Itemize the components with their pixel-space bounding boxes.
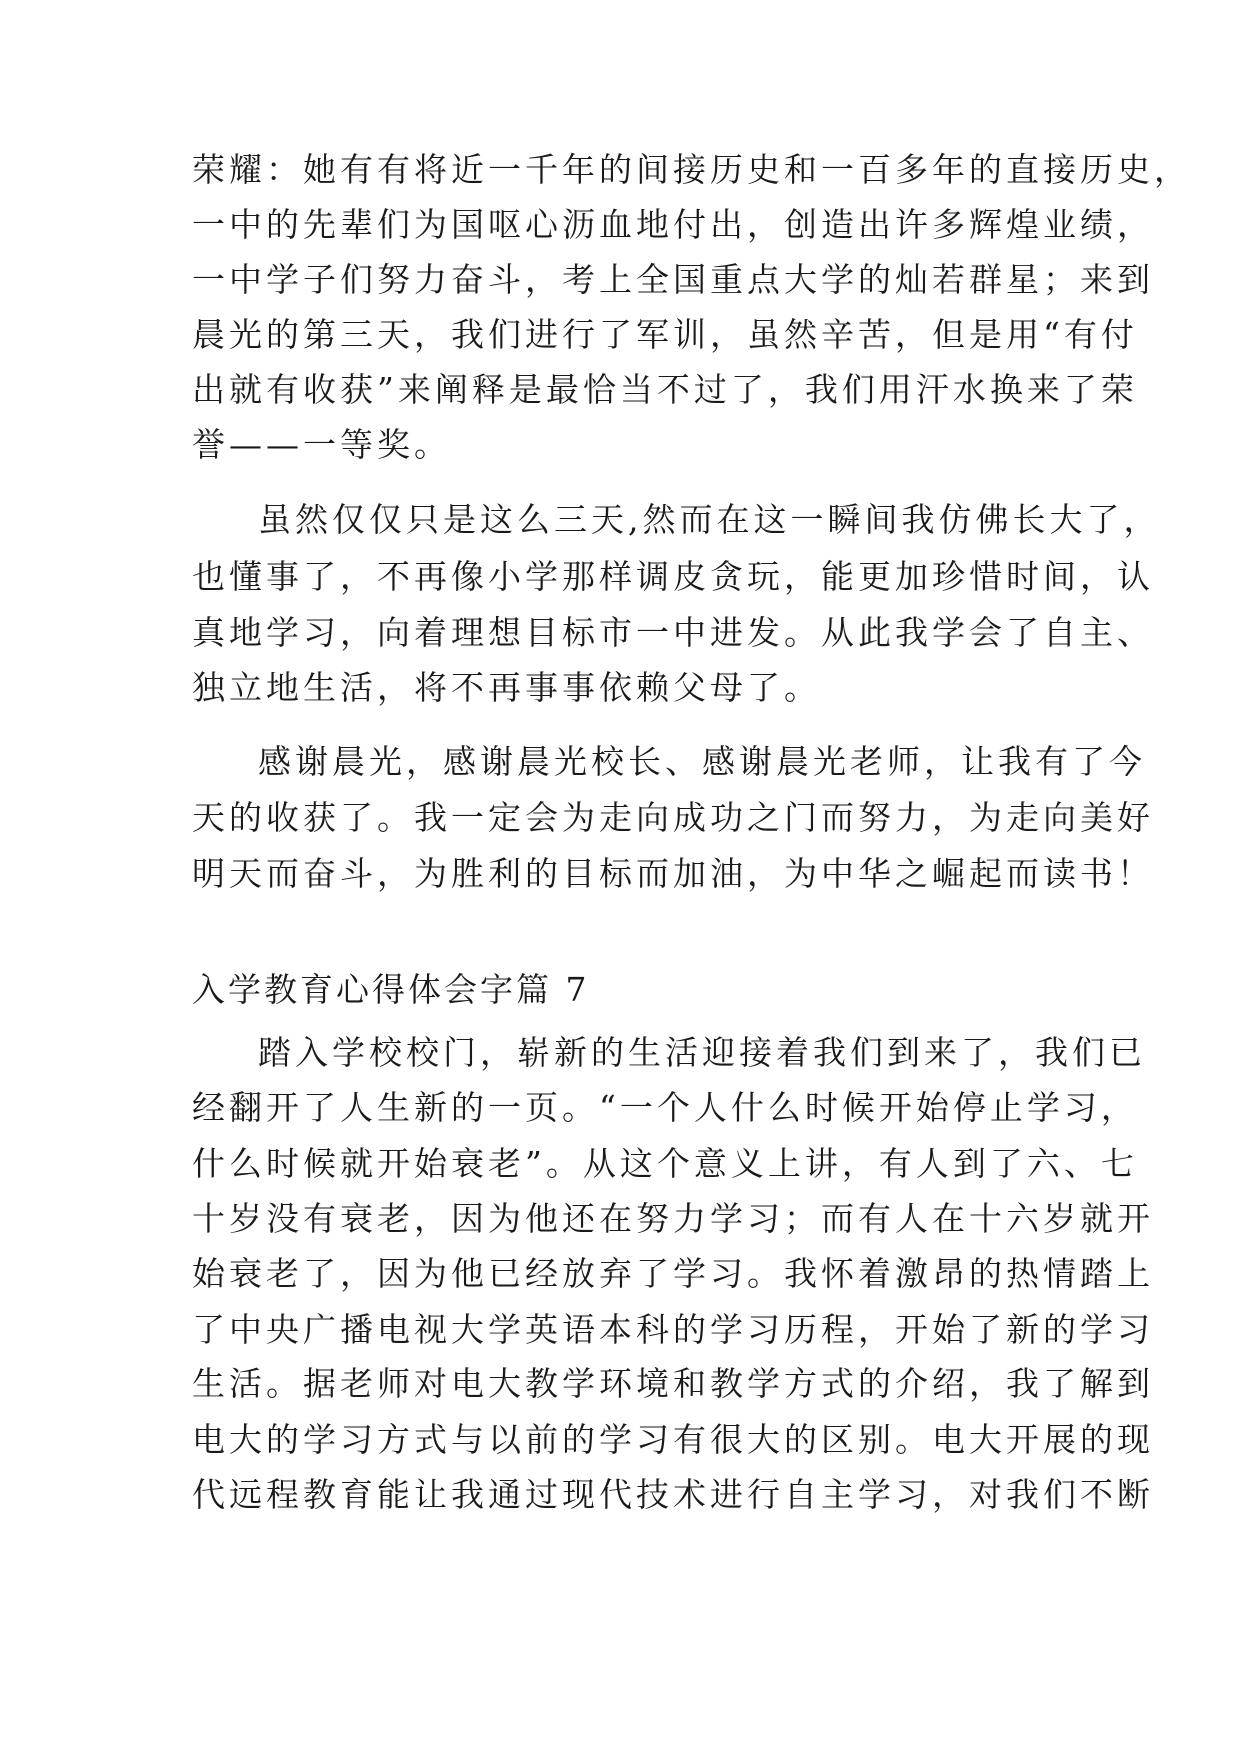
text-line: 真地学习，向着理想目标市一中进发。从此我学会了自主、	[192, 613, 1154, 652]
text-line: 一中学子们努力奋斗，考上全国重点大学的灿若群星；来到	[192, 260, 1154, 299]
text-line: 荣耀：她有有将近一千年的间接历史和一百多年的直接历史，	[192, 150, 1191, 189]
text-line: 生活。据老师对电大教学环境和教学方式的介绍，我了解到	[192, 1364, 1154, 1403]
text-line: 一中的先辈们为国呕心沥血地付出，创造出许多辉煌业绩，	[192, 205, 1154, 244]
text-line: 代远程教育能让我通过现代技术进行自主学习，对我们不断	[192, 1475, 1154, 1514]
text-line: 出就有收获”来阐释是最恰当不过了，我们用汗水换来了荣	[192, 370, 1138, 409]
text-line: 始衰老了，因为他已经放弃了学习。我怀着激昂的热情踏上	[192, 1254, 1154, 1293]
section-heading: 入学教育心得体会字篇 7	[192, 970, 590, 1009]
text-line: 独立地生活，将不再事事依赖父母了。	[192, 668, 821, 707]
text-line: 十岁没有衰老，因为他还在努力学习；而有人在十六岁就开	[192, 1199, 1154, 1238]
text-line: 了中央广播电视大学英语本科的学习历程，开始了新的学习	[192, 1310, 1154, 1349]
text-line: 虽然仅仅只是这么三天,然而在这一瞬间我仿佛长大了，	[258, 500, 1161, 539]
text-line: 明天而奋斗，为胜利的目标而加油，为中华之崛起而读书！	[192, 854, 1154, 893]
text-line: 感谢晨光，感谢晨光校长、感谢晨光老师，让我有了今	[258, 742, 1146, 781]
text-line: 经翻开了人生新的一页。“一个人什么时候开始停止学习，	[192, 1088, 1138, 1127]
text-line: 踏入学校校门，崭新的生活迎接着我们到来了，我们已	[258, 1033, 1146, 1072]
text-line: 电大的学习方式与以前的学习有很大的区别。电大开展的现	[192, 1420, 1154, 1459]
text-line: 天的收获了。我一定会为走向成功之门而努力，为走向美好	[192, 798, 1154, 837]
text-line: 也懂事了，不再像小学那样调皮贪玩，能更加珍惜时间，认	[192, 557, 1154, 596]
text-line: 什么时候就开始衰老”。从这个意义上讲，有人到了六、七	[192, 1144, 1138, 1183]
text-line: 誉——一等奖。	[192, 425, 451, 464]
text-line: 晨光的第三天，我们进行了军训，虽然辛苦，但是用“有付	[192, 315, 1138, 354]
